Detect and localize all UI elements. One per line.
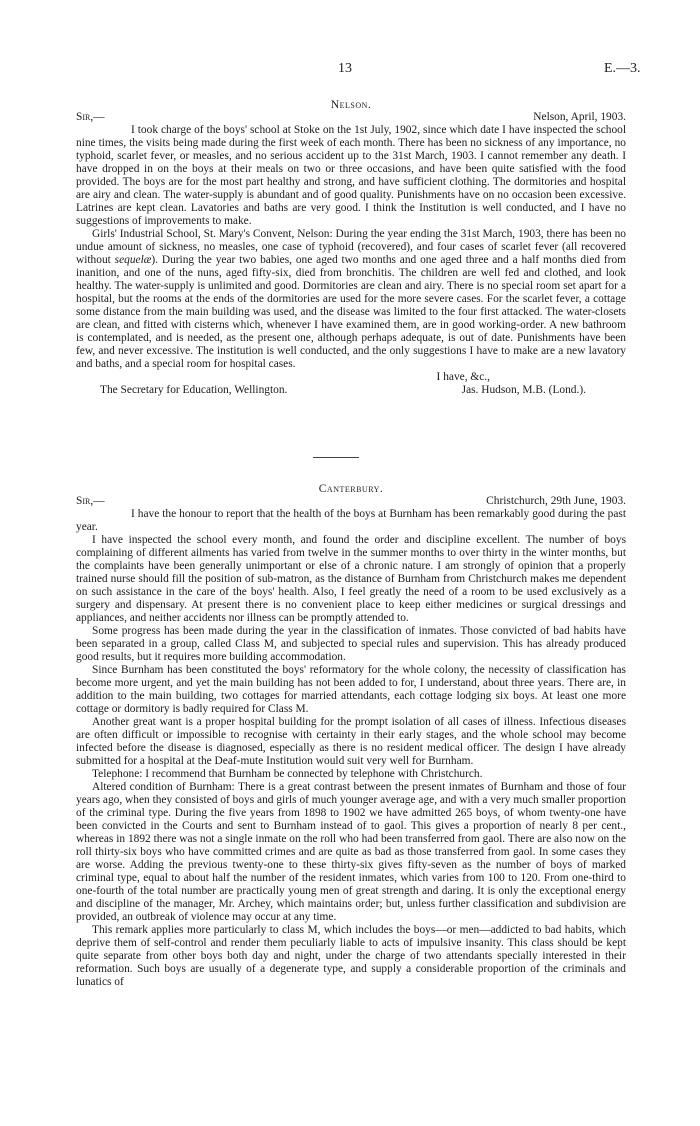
paragraph: Since Burnham has been constituted the boys' reformatory for the whole colony, the necessity of classification has become more urgent, and yet the main building has not been added to for, I understand, about three years. There are, in addition to the main building, two cottages for married attendants, each cottage lodging six boys. At least one more cottage or dormitory is badly required for Class M.: [76, 664, 626, 715]
salutation-row: [76, 495, 626, 508]
paragraph: Telephone: I recommend that Burnham be connected by telephone with Christchurch.: [92, 768, 483, 780]
paragraph: This remark applies more particularly to class M, which includes the boys—or men—addicted to bad habits, which deprive them of self-control and render them peculiarly liable to acts of impulsive insanity. This class should be kept quite separate from other boys both day and night, under the charge of two attendants specially interested in their reformation. Such boys are usually of a degenerate type, and supply a considerable proportion of the criminals and lunatics of: [76, 924, 626, 988]
paragraph: Some progress has been made during the year in the classification of inmates. Those convicted of bad habits have been separated in a group, called Class M, and subjected to special rules and supervision. This has already produced good results, but it requires more building accommodation.: [76, 625, 626, 663]
section-divider: [313, 457, 359, 458]
signature: Jas. Hudson, M.B. (Lond.).: [461, 384, 586, 396]
dateline: Nelson, April, 1903.: [533, 111, 626, 123]
closing: I have, &c.,: [436, 371, 490, 383]
nelson-report: [76, 98, 626, 397]
paragraph: Altered condition of Burnham: There is a great contrast between the present inmates of Burnham and those of four years ago, when they consisted of boys and girls of much younger average age, and with a very much smaller proportion of the criminal type. During the five years from 1898 to 1902 we have admitted 265 boys, of whom twenty-one have been convicted in the Courts and sent to Burnham instead of to gaol. This gives a proportion of nearly 8 per cent., whereas in 1892 there was not a single inmate on the roll who had been transferred from gaol. There are also now on the roll thirty-six boys who have committed crimes and are quite as bad as those transferred from gaol. In some cases they are worse. Adding the previous twenty-one to these thirty-six gives fifty-seven as the number of boys of marked criminal type, equal to about half the number of the resident inmates, which varies from 100 to 120. From one-third to one-fourth of the total number are practically young men of great strength and daring. It is only the exceptional energy and discipline of the manager, Mr. Archey, which maintains order; but, unless further classification and subdivision are provided, an outbreak of violence may occur at any time.: [76, 781, 626, 923]
salutation-row: [76, 111, 626, 124]
section-heading-canterbury: Canterbury.: [318, 482, 384, 495]
dateline: Christchurch, 29th June, 1903.: [486, 495, 626, 507]
signature-row: [76, 384, 626, 397]
page-number: 13: [338, 61, 352, 76]
paragraph: I have the honour to report that the health of the boys at Burnham has been remarkably good during the past year.: [76, 508, 626, 533]
paragraph: Another great want is a proper hospital building for the prompt isolation of all cases of illness. Infectious diseases are often difficult or impossible to recognise with certainty in their early stages, and the whole school may become infected before the disease is diagnosed, especially as there is no resident medical officer. The design I have already submitted for a hospital at the Deaf-mute Institution would suit very well for Burnham.: [76, 716, 626, 767]
addressee: The Secretary for Education, Wellington.: [100, 384, 288, 396]
section-heading-nelson: Nelson.: [330, 98, 372, 111]
paragraph: I took charge of the boys' school at Stoke on the 1st July, 1902, since which date I have inspected the school nine times, the visits being made during the first week of each month. There has been no sickness of any importance, no typhoid, scarlet fever, or measles, and no serious accident up to the 31st March, 1903. I cannot remember any death. I have dropped in on the boys at their meals on two or three occasions, and have been quite satisfied with the food provided. The boys are for the most part healthy and strong, and have sufficient clothing. The dormitories and hospital are airy and clean. The water-supply is abundant and of good quality. Punishments have on no occasion been excessive. Latrines are kept clean. Lavatories and baths are very good. I think the Institution is well conducted, and I have no suggestions of improvements to make.: [76, 124, 626, 227]
salutation: Sir,—: [76, 495, 105, 507]
paragraph: Girls' Industrial School, St. Mary's Convent, Nelson: During the year ending the 31st March, 1903, there has been no undue amount of sickness, no measles, one case of typhoid (recovered), and four cases of scarlet fever (all recovered without sequelæ). During the year two babies, one aged two months and one aged three and a half months died from inanition, and one of the nuns, aged fifty-six, died from bronchitis. The children are well fed and clothed, and look healthy. The water-supply is unlimited and good. Dormitories are clean and airy. There is no special room set apart for a hospital, but the rooms at the ends of the dormitories are used for the more severe cases. For the scarlet fever, a cottage some distance from the main building was used, and the disease was limited to the four first attacked. The water-closets are clean, and fitted with cisterns which, whenever I have examined them, are in good working-order. A new bathroom is contemplated, and is needed, as the present one, although perhaps adequate, is out of date. Punishments have been few, and never excessive. The institution is well conducted, and the only suggestions I have to make are a new lavatory and baths, and a special room for hospital cases.: [76, 228, 627, 370]
document-reference: E.—3.: [604, 61, 641, 76]
paragraph: I have inspected the school every month, and found the order and discipline excellent. The number of boys complaining of different ailments has varied from twelve in the summer months to over thirty in the winter months, but the complaints have been generally unimportant or else of a chronic nature. I am strongly of opinion that a properly trained nurse should fill the position of sub-matron, as the distance of Burnham from Christchurch makes me dependent on such assistance in the care of the boys' health. Also, I feel greatly the need of a room to be used exclusively as a surgery and dispensary. At present there is no convenient place to keep either medicines or surgical dressings and appliances, and neither accidents nor illness can be promptly attended to.: [76, 534, 626, 624]
salutation: Sir,—: [76, 111, 105, 123]
canterbury-report: [76, 482, 626, 989]
